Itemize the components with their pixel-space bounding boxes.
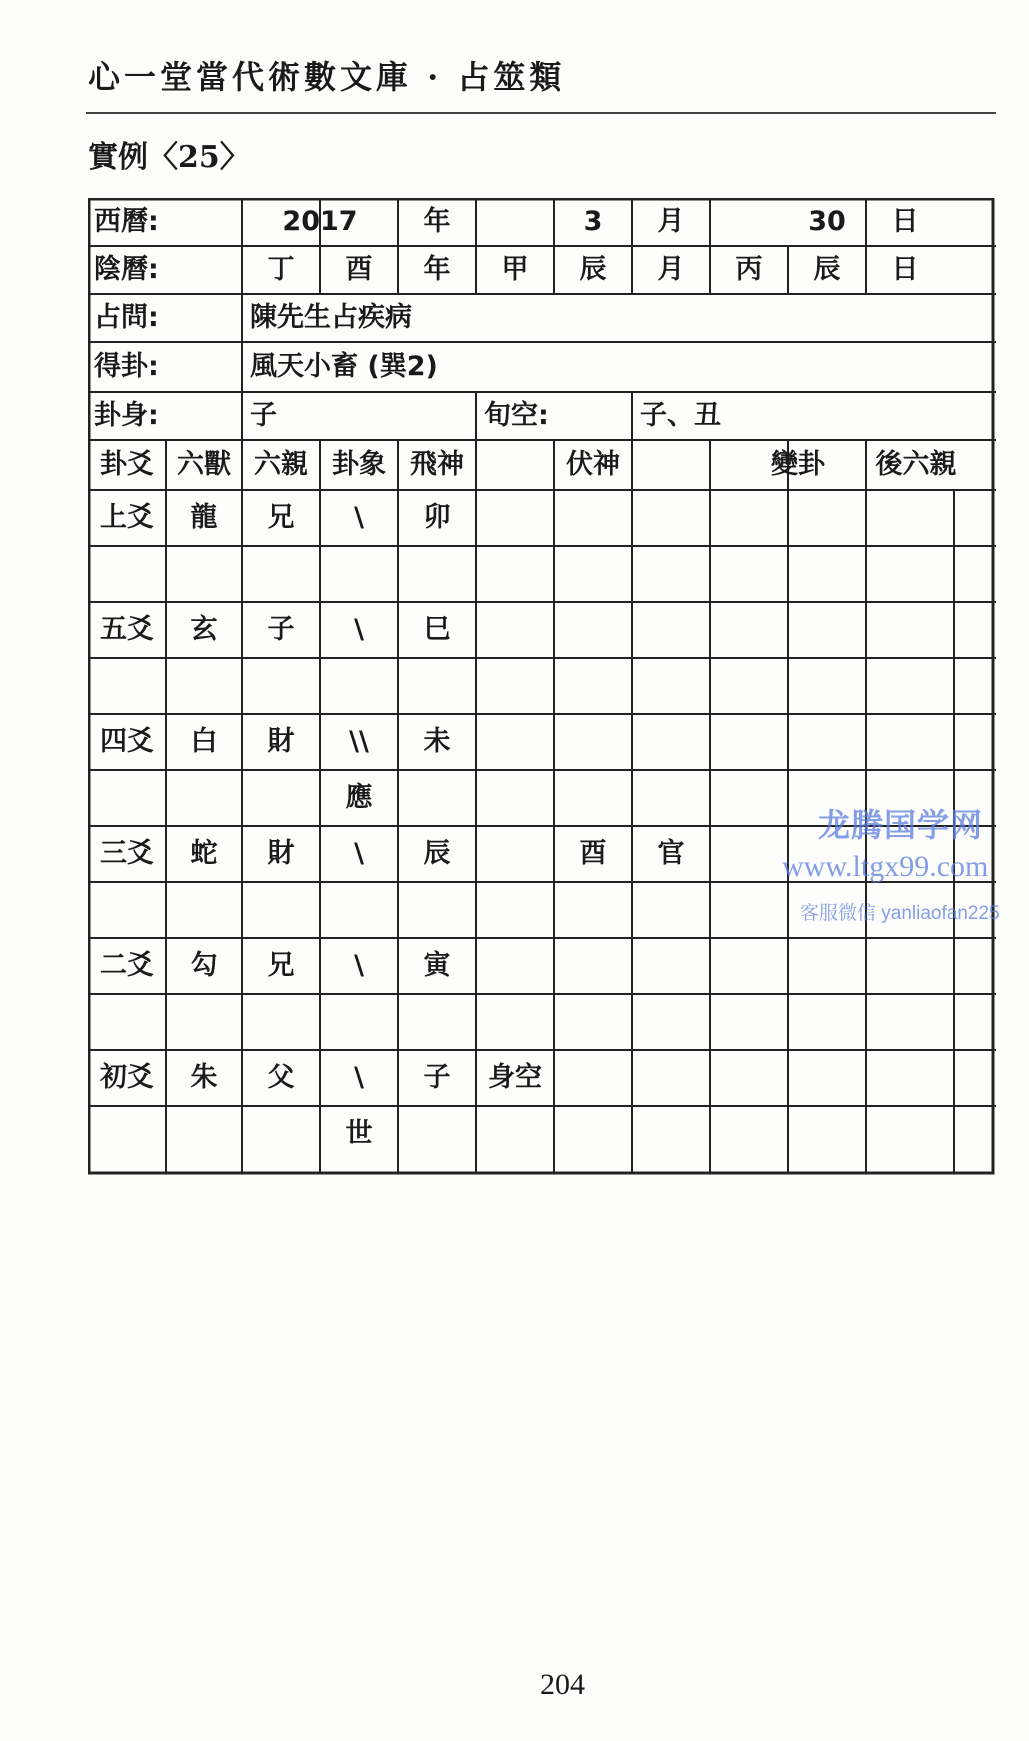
yao-name: 四爻 [100,726,154,757]
gregorian-day: 30 [808,206,846,237]
yao-name: 二爻 [100,950,154,981]
yao-name: 三爻 [100,838,154,869]
page-number: 204 [540,1668,585,1701]
six-beast: 白 [190,726,218,757]
hexagram-body-value: 子 [250,400,277,431]
yao-symbol: \ [354,1062,364,1093]
hexagram-body-label: 卦身: [94,400,159,431]
void-label: 旬空: [484,400,549,431]
yao-symbol: \\ [349,726,369,757]
gregorian-year: 2017 [282,206,358,237]
yao-symbol: \ [354,614,364,645]
col-header-hidden: 伏神 [566,449,620,480]
watermark-url: www.ltgx99.com [782,850,989,883]
flying-spirit: 辰 [423,838,451,869]
body-void-note: 身空 [488,1062,542,1093]
flying-spirit: 寅 [423,950,451,981]
six-beast: 朱 [190,1062,218,1093]
world-marker: 世 [345,1118,373,1149]
gregorian-day-unit: 日 [891,206,919,237]
header-rule [86,112,996,114]
watermark-contact: 客服微信 yanliaofan225 [800,903,1000,924]
six-beast: 蛇 [190,838,218,869]
six-relation: 兄 [267,502,295,533]
hidden-spirit: 酉 [579,838,607,869]
void-value: 子、丑 [640,400,721,431]
hidden-relation: 官 [657,838,685,869]
col-header-yao: 卦爻 [100,449,154,480]
col-header-changed: 變卦 [771,449,825,480]
yao-symbol: \ [354,838,364,869]
col-header-beast: 六獸 [177,449,231,480]
lunar-cell: 丁 [267,254,295,285]
yao-symbol: \ [354,950,364,981]
gregorian-month: 3 [583,206,603,237]
yao-name: 初爻 [100,1062,154,1093]
six-relation: 財 [267,838,295,869]
divination-table [88,198,996,1176]
book-header: 心一堂當代術數文庫 · 占筮類 [88,58,566,96]
hexagram-value: 風天小畜 (巽2) [250,351,438,382]
gregorian-year-unit: 年 [423,206,451,237]
response-marker: 應 [345,782,373,813]
six-relation: 財 [267,726,295,757]
six-relation: 兄 [267,950,295,981]
six-beast: 龍 [190,502,218,533]
gregorian-month-unit: 月 [657,206,685,237]
col-header-later-relation: 後六親 [875,449,957,480]
lunar-cell: 辰 [579,254,607,285]
lunar-cell: 甲 [501,254,529,285]
question-label: 占問: [94,302,159,333]
example-label: 實例〈25〉 [88,140,250,175]
flying-spirit: 未 [423,726,451,757]
col-header-relation: 六親 [254,449,308,480]
col-header-flying: 飛神 [410,449,464,480]
yao-name: 上爻 [100,502,154,533]
flying-spirit: 卯 [423,502,451,533]
watermark-title: 龙腾国学网 [818,807,984,843]
yao-name: 五爻 [100,614,154,645]
lunar-cell: 日 [891,254,919,285]
yao-symbol: \ [354,502,364,533]
question-value: 陳先生占疾病 [250,302,412,333]
six-beast: 玄 [190,614,218,645]
lunar-cell: 丙 [735,254,763,285]
lunar-cell: 酉 [345,254,373,285]
six-beast: 勾 [190,950,218,981]
hexagram-label: 得卦: [94,351,159,382]
gregorian-label: 西曆: [94,206,159,237]
col-header-symbol: 卦象 [332,449,386,480]
flying-spirit: 巳 [423,614,451,645]
six-relation: 子 [267,614,295,645]
lunar-label: 陰曆: [94,254,159,285]
lunar-cell: 年 [423,254,451,285]
six-relation: 父 [267,1062,295,1093]
flying-spirit: 子 [423,1062,451,1093]
lunar-cell: 辰 [813,254,841,285]
lunar-cell: 月 [657,254,685,285]
